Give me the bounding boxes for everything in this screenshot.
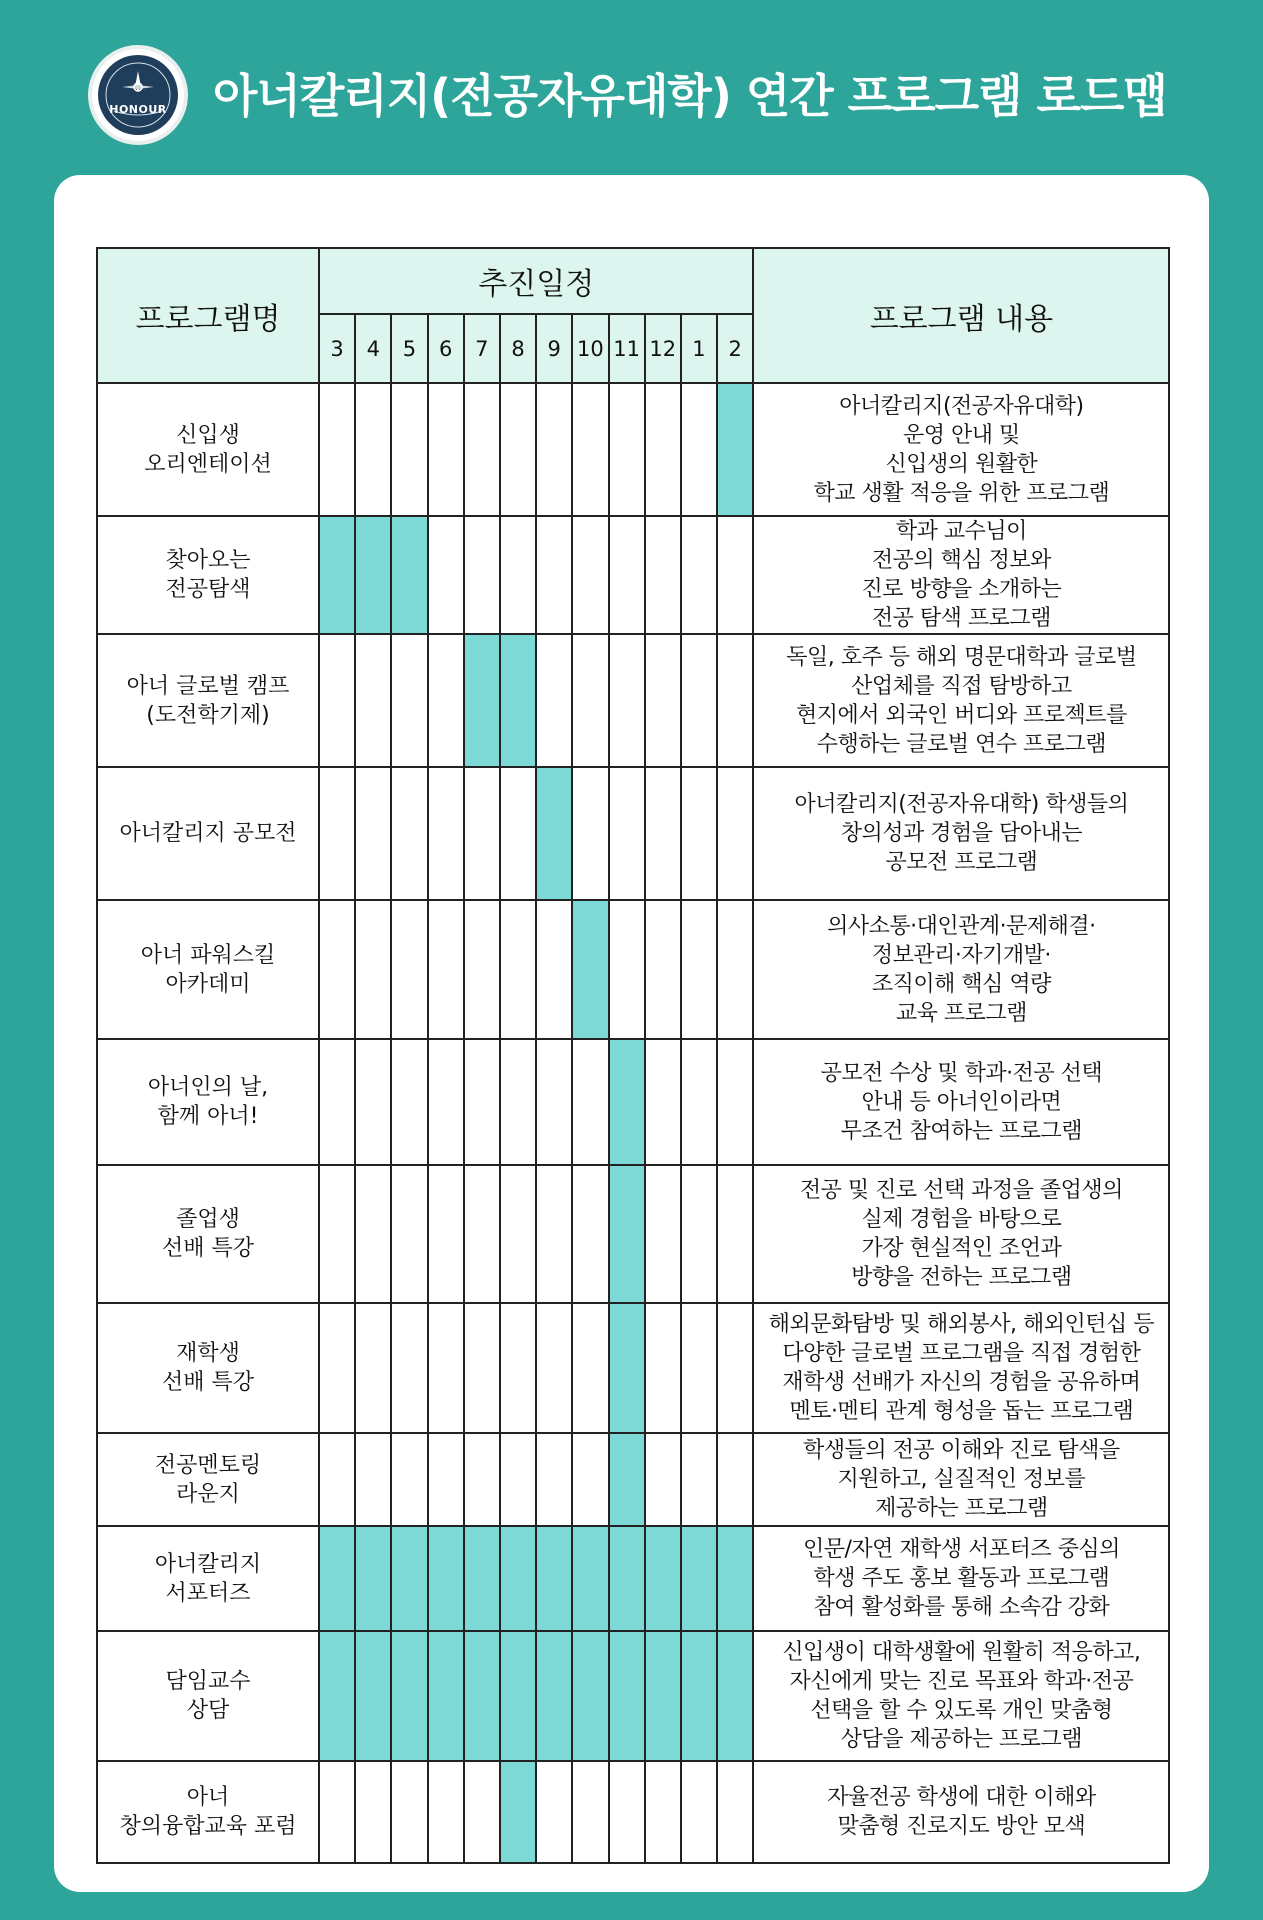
schedule-cell [500,1303,536,1433]
schedule-cell [536,1761,572,1863]
schedule-cell-active [319,1631,355,1761]
schedule-cell [391,383,427,516]
schedule-cell [319,1039,355,1165]
program-content-line: 수행하는 글로벌 연수 프로그램 [816,731,1107,757]
program-content-line: 가장 현실적인 조언과 [861,1236,1062,1261]
schedule-cell-active [681,1631,717,1761]
program-content-line: 창의성과 경험을 담아내는 [840,821,1083,846]
schedule-cell-active [572,900,608,1039]
program-name [97,1039,319,1165]
schedule-cell [464,1433,500,1526]
program-name-line: 함께 아너! [157,1104,259,1129]
program-content-line: 신입생의 원활한 [885,451,1038,477]
header-program-content: 프로그램 내용 [753,248,1169,383]
program-name-line: 오리엔테이션 [144,451,272,477]
schedule-cell [428,1433,464,1526]
program-name-line: 아너 글로벌 캠프 [126,673,290,699]
program-name [97,1526,319,1631]
program-content [753,1039,1169,1165]
schedule-cell [500,1039,536,1165]
program-content-line: 산업체를 직접 탐방하고 [851,673,1072,699]
program-content-line: 안내 등 아너인이라면 [861,1089,1062,1115]
program-name [97,1303,319,1433]
table-row [97,516,1169,634]
schedule-cell [391,1303,427,1433]
program-content-line: 제공하는 프로그램 [875,1496,1048,1521]
program-content-line: 맞춤형 진로지도 방안 모색 [837,1814,1086,1839]
schedule-cell-active [717,1526,753,1631]
table-row [97,634,1169,767]
program-content-line: 재학생 선배가 자신의 경험을 공유하며 [782,1370,1141,1395]
schedule-cell-active [500,1631,536,1761]
schedule-cell [536,383,572,516]
schedule-cell [319,1165,355,1303]
schedule-cell [428,900,464,1039]
program-name-line: 아너인의 날, [147,1075,269,1100]
schedule-cell [428,1303,464,1433]
program-name-line: 선배 특강 [161,1236,254,1261]
compass-emblem-icon [92,49,184,141]
schedule-cell-active [355,1526,391,1631]
month-header: 2 [717,314,753,383]
table-row [97,767,1169,900]
schedule-cell-active [536,1526,572,1631]
schedule-cell [428,516,464,634]
schedule-cell [391,1433,427,1526]
program-content-line: 해외문화탐방 및 해외봉사, 해외인턴십 등 [768,1312,1155,1337]
program-content-line: 학교 생활 적응을 위한 프로그램 [813,480,1110,506]
month-header: 9 [536,314,572,383]
schedule-cell [500,900,536,1039]
schedule-cell-active [391,516,427,634]
schedule-cell [355,1761,391,1863]
program-name [97,634,319,767]
program-content-line: 아너칼리지(전공자유대학) 학생들의 [794,792,1129,817]
honour-logo [88,45,188,145]
schedule-cell [717,767,753,900]
schedule-cell [319,1303,355,1433]
schedule-cell [572,1761,608,1863]
program-content-line: 자신에게 맞는 진로 목표와 학과·전공 [789,1669,1134,1694]
program-content [753,1526,1169,1631]
program-content-line: 조직이해 핵심 역량 [871,971,1051,997]
schedule-cell [681,1165,717,1303]
schedule-cell [464,1303,500,1433]
schedule-cell [500,767,536,900]
program-content-line: 공모전 수상 및 학과·전공 선택 [820,1060,1103,1086]
program-content-line: 전공 및 진로 선택 과정을 졸업생의 [799,1178,1123,1203]
program-content-line: 학생들의 전공 이해와 진로 탐색을 [803,1438,1120,1463]
program-name-line: 전공멘토링 [154,1452,262,1478]
schedule-cell [464,1165,500,1303]
program-content-line: 교육 프로그램 [895,1000,1027,1026]
schedule-cell [645,900,681,1039]
month-header: 4 [355,314,391,383]
program-content-line: 의사소통·대인관계·문제해결· [827,913,1096,939]
schedule-cell [681,516,717,634]
schedule-cell [645,516,681,634]
schedule-cell [428,1165,464,1303]
schedule-cell [572,1039,608,1165]
program-name-line: 전공탐색 [165,577,251,602]
program-content-line: 선택을 할 수 있도록 개인 맞춤형 [810,1698,1113,1723]
schedule-cell-active [428,1526,464,1631]
schedule-cell [428,634,464,767]
schedule-cell [391,767,427,900]
schedule-cell [717,1039,753,1165]
schedule-cell [645,1165,681,1303]
schedule-cell-active [391,1631,427,1761]
program-name [97,900,319,1039]
schedule-cell [464,516,500,634]
schedule-cell [717,1761,753,1863]
schedule-cell-active [572,1526,608,1631]
program-name [97,1631,319,1761]
schedule-cell [428,383,464,516]
schedule-cell [681,1303,717,1433]
schedule-cell [319,1433,355,1526]
program-name-line: 졸업생 [176,1207,240,1232]
program-content-line: 독일, 호주 등 해외 명문대학과 글로벌 [786,644,1137,670]
program-content [753,1165,1169,1303]
month-header: 8 [500,314,536,383]
program-content-line: 정보관리·자기개발· [871,942,1051,968]
month-header: 7 [464,314,500,383]
schedule-cell [428,1761,464,1863]
table-row [97,1303,1169,1433]
schedule-cell [536,1039,572,1165]
schedule-cell-active [355,1631,391,1761]
program-name [97,767,319,900]
schedule-cell [572,1165,608,1303]
program-name-line: 라운지 [176,1481,240,1507]
schedule-cell [428,767,464,900]
schedule-cell [609,1761,645,1863]
program-name [97,516,319,634]
schedule-cell [391,1761,427,1863]
schedule-cell [464,1039,500,1165]
schedule-cell [609,767,645,900]
month-header: 1 [681,314,717,383]
schedule-cell-active [464,1631,500,1761]
table-row [97,1165,1169,1303]
schedule-cell [464,383,500,516]
program-content-line: 다양한 글로벌 프로그램을 직접 경험한 [782,1341,1141,1366]
schedule-cell [645,1433,681,1526]
header-program-name: 프로그램명 [97,248,319,383]
schedule-cell [572,516,608,634]
schedule-cell-active [464,1526,500,1631]
schedule-cell-active [319,1526,355,1631]
table-body [97,383,1169,1863]
month-header: 6 [428,314,464,383]
schedule-cell [355,1039,391,1165]
schedule-cell-active [500,634,536,767]
schedule-cell [464,1761,500,1863]
program-content [753,1303,1169,1433]
schedule-cell [645,634,681,767]
schedule-cell-active [609,1631,645,1761]
schedule-cell-active [319,516,355,634]
program-content-line: 참여 활성화를 통해 소속감 강화 [813,1595,1110,1620]
program-name-line: 아너 파워스킬 [140,942,276,968]
schedule-cell [319,634,355,767]
program-content-line: 상담을 제공하는 프로그램 [840,1727,1083,1752]
program-name-line: 찾아오는 [165,548,251,573]
schedule-cell [681,767,717,900]
schedule-cell [355,1165,391,1303]
schedule-cell-active [391,1526,427,1631]
program-name-line: 선배 특강 [161,1370,254,1395]
program-content-line: 지원하고, 실질적인 정보를 [837,1467,1086,1492]
page-title: 아너칼리지(전공자유대학) 연간 프로그램 로드맵 [213,69,1167,123]
schedule-cell-active [536,1631,572,1761]
header [0,0,1263,175]
schedule-cell-active [609,1039,645,1165]
schedule-cell [536,1165,572,1303]
schedule-cell [681,900,717,1039]
schedule-cell-active [536,767,572,900]
schedule-cell [681,634,717,767]
schedule-cell [355,1303,391,1433]
program-name [97,1433,319,1526]
program-content-line: 진로 방향을 소개하는 [861,577,1062,602]
schedule-cell [645,1303,681,1433]
logo-text: HONOUR [109,103,167,116]
schedule-cell [355,767,391,900]
schedule-cell [536,1303,572,1433]
schedule-cell-active [681,1526,717,1631]
program-content-line: 자율전공 학생에 대한 이해와 [827,1785,1096,1810]
schedule-cell [681,1039,717,1165]
program-name-line: 아너칼리지 공모전 [119,821,297,846]
schedule-cell-active [717,1631,753,1761]
program-name-line: 서포터즈 [165,1580,251,1606]
schedule-cell [500,516,536,634]
table-row [97,1761,1169,1863]
schedule-cell [572,1303,608,1433]
schedule-cell-active [609,1526,645,1631]
schedule-cell [319,383,355,516]
schedule-cell-active [645,1526,681,1631]
schedule-cell [536,516,572,634]
schedule-cell [681,383,717,516]
schedule-cell [572,767,608,900]
table-row [97,900,1169,1039]
program-content-line: 전공의 핵심 정보와 [871,548,1051,573]
program-content [753,1433,1169,1526]
schedule-cell [391,634,427,767]
schedule-cell-active [428,1631,464,1761]
schedule-cell [391,1165,427,1303]
program-content-line: 아너칼리지(전공자유대학) [839,393,1084,419]
schedule-cell-active [500,1526,536,1631]
schedule-cell [355,900,391,1039]
schedule-cell [717,1165,753,1303]
schedule-cell [355,634,391,767]
schedule-cell [500,1165,536,1303]
program-content-line: 공모전 프로그램 [885,850,1038,875]
table-row [97,1433,1169,1526]
program-name-line: 아카데미 [165,971,251,997]
program-name-line: 아너칼리지 [154,1551,262,1577]
table-row [97,1631,1169,1761]
schedule-cell [355,383,391,516]
program-content-line: 운영 안내 및 [903,422,1020,448]
schedule-cell [645,767,681,900]
schedule-cell [536,634,572,767]
schedule-cell-active [609,1433,645,1526]
schedule-cell [355,1433,391,1526]
schedule-cell [681,1761,717,1863]
schedule-cell [572,383,608,516]
schedule-cell [609,900,645,1039]
schedule-cell-active [464,634,500,767]
month-header: 3 [319,314,355,383]
program-name-line: 아너 [186,1785,230,1810]
program-content [753,1761,1169,1863]
program-name-line: 신입생 [176,422,240,448]
table-row [97,1526,1169,1631]
schedule-cell [645,1761,681,1863]
program-content-line: 학과 교수님이 [895,519,1027,544]
schedule-cell [717,1303,753,1433]
schedule-cell-active [717,383,753,516]
schedule-cell [319,900,355,1039]
table-row [97,1039,1169,1165]
schedule-cell [319,767,355,900]
program-content-line: 학생 주도 홍보 활동과 프로그램 [813,1566,1110,1591]
program-name-line: 창의융합교육 포럼 [119,1814,297,1839]
schedule-cell [536,900,572,1039]
schedule-cell [536,1433,572,1526]
program-content [753,634,1169,767]
schedule-cell [609,634,645,767]
program-content [753,900,1169,1039]
schedule-cell [500,383,536,516]
schedule-cell [572,634,608,767]
schedule-cell [428,1039,464,1165]
schedule-cell-active [355,516,391,634]
program-content-line: 방향을 전하는 프로그램 [851,1265,1072,1290]
table-row [97,383,1169,516]
schedule-cell [717,634,753,767]
program-content [753,1631,1169,1761]
schedule-cell-active [645,1631,681,1761]
program-name [97,1165,319,1303]
schedule-cell [645,1039,681,1165]
schedule-cell [319,1761,355,1863]
program-name-line: 재학생 [176,1341,240,1366]
schedule-cell [572,1433,608,1526]
schedule-cell [609,516,645,634]
roadmap-table [96,247,1170,1864]
month-header: 10 [572,314,608,383]
program-content-line: 인문/자연 재학생 서포터즈 중심의 [802,1537,1120,1562]
program-name [97,1761,319,1863]
program-content-line: 현지에서 외국인 버디와 프로젝트를 [796,702,1127,728]
program-content [753,516,1169,634]
program-name-line: 상담 [186,1698,230,1723]
month-header: 11 [609,314,645,383]
schedule-cell [645,383,681,516]
month-header: 5 [391,314,427,383]
schedule-cell-active [572,1631,608,1761]
program-content-line: 전공 탐색 프로그램 [871,606,1051,631]
schedule-cell [464,767,500,900]
schedule-cell-active [500,1761,536,1863]
schedule-cell [609,383,645,516]
header-schedule: 추진일정 [319,248,753,314]
program-content [753,383,1169,516]
program-content-line: 실제 경험을 바탕으로 [861,1207,1062,1232]
program-content-line: 신입생이 대학생활에 원활히 적응하고, [782,1640,1141,1665]
month-header: 12 [645,314,681,383]
program-content-line: 무조건 참여하는 프로그램 [840,1118,1083,1144]
schedule-cell [681,1433,717,1526]
schedule-cell [717,1433,753,1526]
schedule-cell-active [609,1165,645,1303]
program-name-line: 담임교수 [165,1669,251,1694]
program-name-line: (도전학기제) [146,702,270,728]
program-content [753,767,1169,900]
schedule-cell [391,900,427,1039]
schedule-cell [391,1039,427,1165]
schedule-cell-active [609,1303,645,1433]
schedule-cell [717,516,753,634]
program-name [97,383,319,516]
schedule-cell [464,900,500,1039]
schedule-cell [717,900,753,1039]
program-content-line: 멘토·멘티 관계 형성을 돕는 프로그램 [789,1399,1134,1424]
schedule-cell [500,1433,536,1526]
